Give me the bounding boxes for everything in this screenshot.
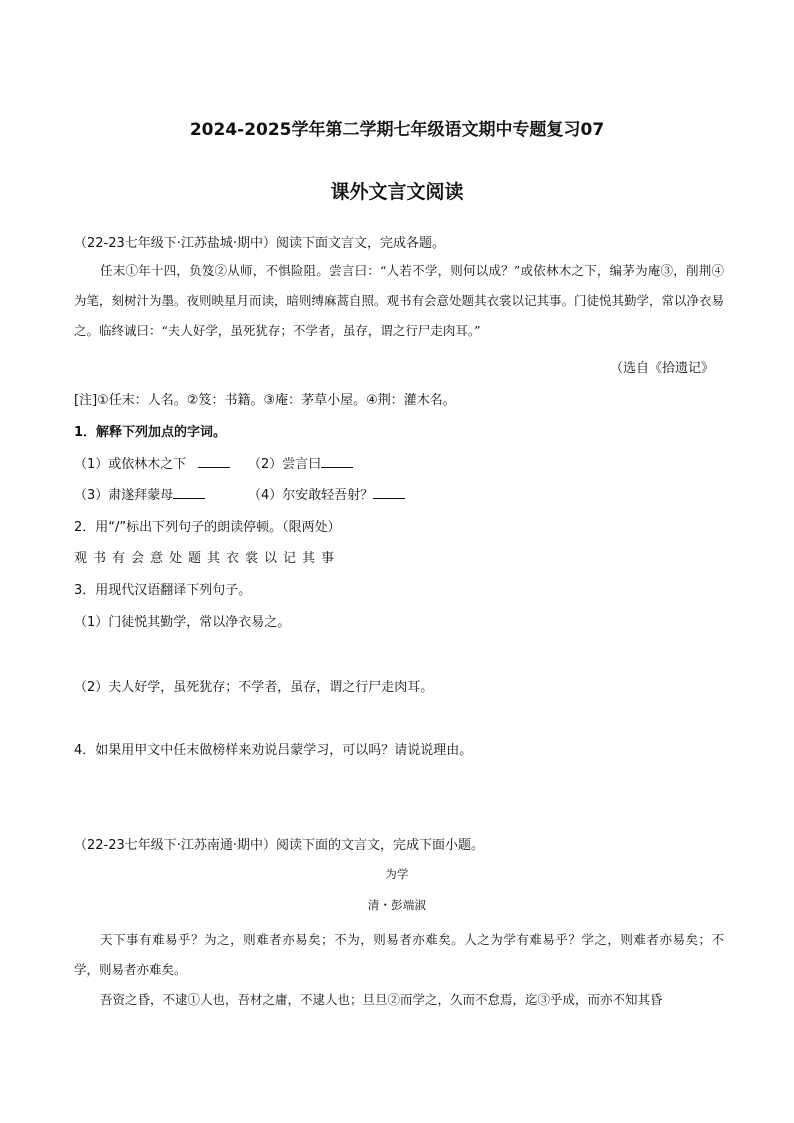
question-3: 3．用现代汉语翻译下列句子。 bbox=[74, 583, 252, 598]
section2-intro: （22-23七年级下·江苏南通·期中）阅读下面的文言文，完成下面小题。 bbox=[74, 838, 485, 853]
q1-item-1-text: （1）或依林木之下 bbox=[74, 457, 187, 472]
q1-item-3-text: （3）肃遂拜蒙母 bbox=[74, 488, 174, 503]
section1-intro: （22-23七年级下·江苏盐城·期中）阅读下面文言文，完成各题。 bbox=[74, 236, 446, 251]
q1-item-2 bbox=[248, 453, 353, 472]
section1-passage bbox=[74, 256, 724, 346]
passage-source: （选自《拾遗记》 bbox=[610, 361, 715, 376]
essay-paragraph-1: 天下事有难易乎？为之，则难者亦易矣；不为，则易者亦难矣。人之为学有难易乎？学之，则难者亦易矣；不学，则易者亦难矣。 bbox=[74, 932, 724, 977]
answer-blank[interactable] bbox=[173, 486, 205, 499]
page-subtitle: 课外文言文阅读 bbox=[330, 181, 464, 203]
answer-blank[interactable] bbox=[198, 455, 230, 468]
question-2: 2．用“/”标出下列句子的朗读停顿。（限两处） bbox=[74, 520, 341, 535]
answer-blank[interactable] bbox=[321, 455, 353, 468]
q1-item-1 bbox=[74, 453, 230, 472]
q1-item-4-text: （4）尔安敢轻吾射？ bbox=[248, 488, 374, 503]
q1-item-4 bbox=[248, 484, 405, 503]
q3-item-1: （1）门徒悦其勤学，常以净衣易之。 bbox=[74, 615, 291, 630]
q3-item-2: （2）夫人好学，虽死犹存；不学者，虽存，谓之行尸走肉耳。 bbox=[74, 680, 434, 695]
section2-passage bbox=[74, 925, 724, 1015]
essay-paragraph-2: 吾资之昏，不逮①人也，吾材之庸，不逮人也；旦旦②而学之，久而不怠焉，迄③乎成，而亦不知其昏 bbox=[100, 992, 663, 1007]
q1-item-3 bbox=[74, 484, 205, 503]
passage-paragraph: 任末①年十四，负笈②从师，不惧险阻。尝言曰：“人若不学，则何以成？”或依林木之下，编茅为庵③，削荆④为笔，刻树汁为墨。夜则映星月而读，暗则缚麻蒿自照。观书有会意处题其衣裳以记其事。门徒悦其勤学，常以净衣易之。临终诚曰：“夫人好学，虽死犹存；不学者，虽存，谓之行尸走肉耳。” bbox=[74, 263, 725, 338]
question-4: 4．如果用甲文中任末做榜样来劝说吕蒙学习，可以吗？请说说理由。 bbox=[74, 743, 473, 758]
answer-blank[interactable] bbox=[373, 486, 405, 499]
essay-title: 为学 bbox=[385, 867, 409, 881]
passage-note: [注]①任末：人名。②笈：书籍。③庵：茅草小屋。④荆：灌木名。 bbox=[74, 393, 456, 408]
essay-author: 清・彭端淑 bbox=[367, 898, 427, 912]
q2-sentence[interactable]: 观书有会意处题其衣裳以记其事 bbox=[74, 551, 341, 566]
q1-item-2-text: （2）尝言曰 bbox=[248, 457, 322, 472]
question-1: 1．解释下列加点的字词。 bbox=[74, 425, 227, 440]
page-title: 2024-2025学年第二学期七年级语文期中专题复习07 bbox=[189, 120, 605, 140]
